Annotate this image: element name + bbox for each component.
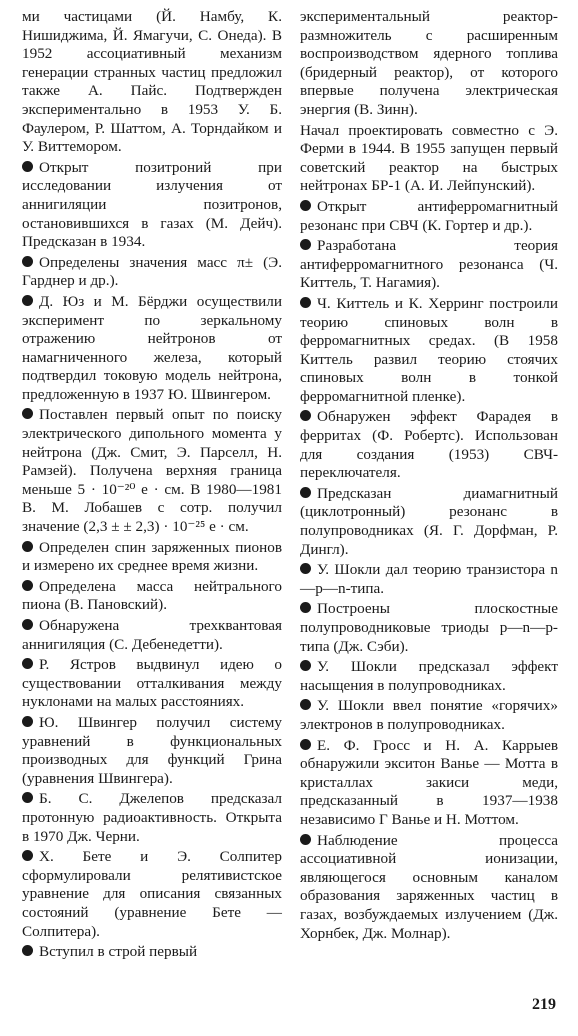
entry-paragraph: Определены значения масс π± (Э. Гарднер и др.). [22,253,282,290]
entry-paragraph: Обнаружена трехквантовая аннигиляция (С. Дебенедетти). [22,617,282,653]
entry-paragraph: Обнаружен эффект Фарадея в ферритах (Ф. Робертс). Использован для создания (1953) СВЧ-переключателя. [300,408,558,482]
entry-paragraph: Ю. Швингер получил систему уравнений в функциональных производных для функций Грина (уравнения Швингера). [22,713,282,787]
bullet-icon [22,792,33,803]
entry-paragraph: У. Шокли ввел понятие «горячих» электронов в полупроводниках. [300,697,558,733]
entry-paragraph: Определен спин заряженных пионов и измерено их среднее время жизни. [22,538,282,575]
entry-paragraph: Х. Бете и Э. Солпитер сформулировали релятивистское уравнение для описания связанных состояний (уравнение Бете — Солпитера). [22,848,282,940]
bullet-icon [22,256,33,267]
bullet-icon [300,487,311,498]
bullet-icon [22,850,33,861]
bullet-icon [300,739,311,750]
entry-paragraph: Разработана теория антиферромагнитного резонанса (Ч. Киттель, Т. Нагамия). [300,237,558,292]
entry-paragraph: Наблюдение процесса ассоциативной ионизации, являющегося основным каналом образования заряженных частиц в газах, возбуждаемых излучением (Дж. Хорнбек, Дж. Молнар). [300,831,558,942]
entry-paragraph: Р. Ястров выдвинул идею о существовании отталкивания между нуклонами на малых расстояниях. [22,656,282,711]
bullet-icon [22,658,33,669]
entry-paragraph: Вступил в строй первый [22,943,282,962]
bullet-icon [300,563,311,574]
bullet-icon [300,297,311,308]
bullet-icon [22,161,33,172]
bullet-icon [300,602,311,613]
entry-paragraph: Предсказан диамагнитный (циклотронный) резонанс в полупроводниках (Я. Г. Дорфман, Р. Дингл). [300,484,558,558]
paragraph-continuation: Начал проектировать совместно с Э. Ферми в 1944. В 1955 запущен первый советский реактор на быстрых нейтронах БР-1 (А. И. Лейпунский). [300,121,558,195]
bullet-icon [22,945,33,956]
right-column [300,8,558,945]
entry-paragraph: Д. Юз и М. Бёрджи осуществили эксперимент по зеркальному отражению нейтронов от намагниченного железа, который подтвердил токовую модель нейтрона, предложенную в 1937 Ю. Швингером. [22,292,282,403]
left-column [22,8,282,964]
bullet-icon [300,200,311,211]
entry-paragraph: Построены плоскостные полупроводниковые триоды p—n—p-типа (Дж. Сэби). [300,600,558,655]
paragraph-continuation: ми частицами (Й. Намбу, К. Нишиджима, Й. Ямагучи, С. Онеда). В 1952 ассоциативный механизм генерации странных частиц предложил также А. Пайс. Подтвержден экспериментально в 1953 У. Б. Фаулером, Р. Шаттом, А. Торндайком и У. Виттемором. [22,8,282,156]
bullet-icon [22,580,33,591]
bullet-icon [300,660,311,671]
bullet-icon [300,410,311,421]
bullet-icon [300,834,311,845]
entry-paragraph: Открыт антиферромагнитный резонанс при СВЧ (К. Гортер и др.). [300,197,558,234]
page-number: 219 [532,996,556,1013]
bullet-icon [22,541,33,552]
entry-paragraph: У. Шокли предсказал эффект насыщения в полупроводниках. [300,658,558,694]
entry-paragraph: Б. С. Джелепов предсказал протонную радиоактивность. Открыта в 1970 Дж. Черни. [22,790,282,845]
bullet-icon [22,619,33,630]
bullet-icon [300,699,311,710]
entry-paragraph: У. Шокли дал теорию транзистора n—p—n-типа. [300,561,558,597]
entry-paragraph: Е. Ф. Гросс и Н. А. Каррыев обнаружили экситон Ванье — Мотта в кристаллах закиси меди, предсказанный в 1937—1938 независимо Г Ванье и Н. Моттом. [300,736,558,828]
bullet-icon [22,716,33,727]
entry-paragraph: Ч. Киттель и К. Херринг построили теорию спиновых волн в ферромагнитных средах. (В 1958 Киттель развил теорию стоячих спиновых волн в тонкой ферромагнитной пленке). [300,294,558,405]
entry-paragraph: Определена масса нейтрального пиона (В. Пановский). [22,577,282,614]
bullet-icon [22,408,33,419]
paragraph-continuation: экспериментальный реактор-размножитель с расширенным воспроизводством ядерного топлива (бридерный реактор), от которого впервые получена электрическая энергия (В. Зинн). [300,8,558,118]
bullet-icon [22,295,33,306]
entry-paragraph: Поставлен первый опыт по поиску электрического дипольного момента у нейтрона (Дж. Смит, Э. Парселл, Н. Рамзей). Получена верхняя граница меньше 5 · 10⁻²⁰ е · см. В 1980—1981 В. М. Лобашев с сотр. получил значение (2,3 ± ± 2,3) · 10⁻²⁵ е · см. [22,406,282,536]
entry-paragraph: Открыт позитроний при исследовании излучения от аннигиляции позитронов, остановившихся в газах (М. Дейч). Предсказан в 1934. [22,158,282,251]
bullet-icon [300,239,311,250]
